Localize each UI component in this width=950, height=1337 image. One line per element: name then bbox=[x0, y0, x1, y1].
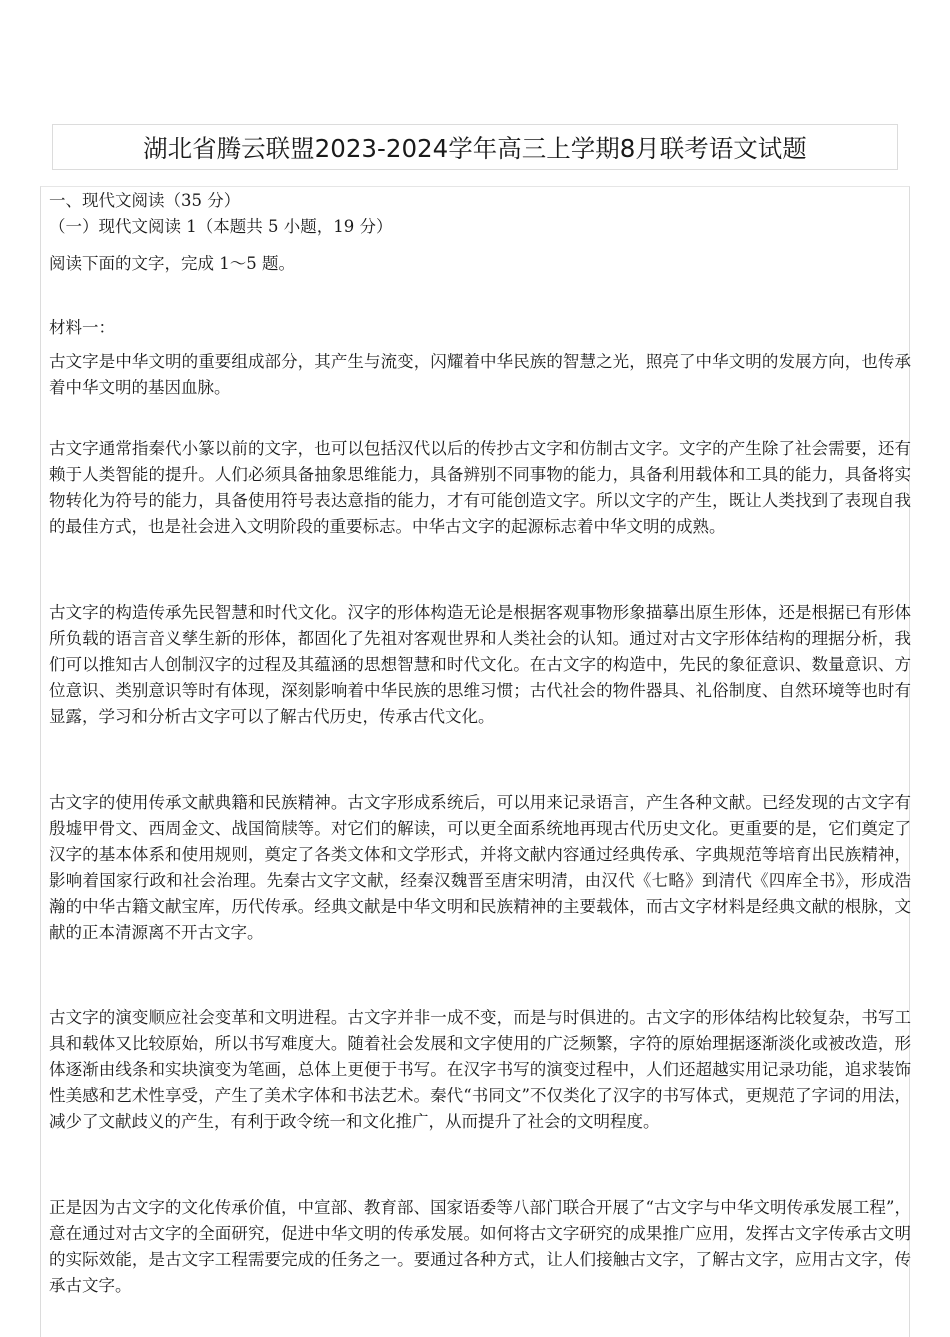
document-title: 湖北省腾云联盟2023-2024学年高三上学期8月联考语文试题 bbox=[143, 133, 807, 163]
paragraph-4: 古文字的使用传承文献典籍和民族精神。古文字形成系统后，可以用来记录语言，产生各种文献。已经发现的古文字有殷墟甲骨文、西周金文、战国简牍等。对它们的解读，可以更全面系统地再现古代历史文化。更重要的是，它们奠定了汉字的基本体系和使用规则，奠定了各类文体和文学形式，并将文献内容通过经典传承、字典规范等培育出民族精神，影响着国家行政和社会治理。先秦古文字文献，经秦汉魏晋至唐宋明清，由汉代《七略》到清代《四库全书》，形成浩瀚的中华古籍文献宝库，历代传承。经典文献是中华文明和民族精神的主要载体，而古文字材料是经典文献的根脉，文献的正本清源离不开古文字。 bbox=[49, 793, 911, 942]
paragraph-3: 古文字的构造传承先民智慧和时代文化。汉字的形体构造无论是根据客观事物形象描摹出原生形体，还是根据已有形体所负载的语言音义孳生新的形体，都固化了先祖对客观世界和人类社会的认知。通过对古文字形体结构的理据分析，我们可以推知古人创制汉字的过程及其蕴涵的思想智慧和时代文化。在古文字的构造中，先民的象征意识、数量意识、方位意识、类别意识等时有体现，深刻影响着中华民族的思维习惯；古代社会的物件器具、礼俗制度、自然环境等也时有显露，学习和分析古文字可以了解古代历史，传承古代文化。 bbox=[49, 603, 911, 726]
material-label: 材料一： bbox=[49, 318, 115, 337]
paragraph-6: 正是因为古文字的文化传承价值，中宣部、教育部、国家语委等八部门联合开展了“古文字与中华文明传承发展工程”，意在通过对古文字的全面研究，促进中华文明的传承发展。如何将古文字研究的成果推广应用，发挥古文字传承古文明的实际效能，是古文字工程需要完成的任务之一。要通过各种方式，让人们接触古文字，了解古文字，应用古文字，传承古文字。 bbox=[49, 1198, 911, 1295]
paragraph-2: 古文字通常指秦代小篆以前的文字，也可以包括汉代以后的传抄古文字和仿制古文字。文字的产生除了社会需要，还有赖于人类智能的提升。人们必须具备抽象思维能力，具备辨别不同事物的能力，具备利用载体和工具的能力，具备将实物转化为符号的能力，具备使用符号表达意指的能力，才有可能创造文字。所以文字的产生，既让人类找到了表现自我的最佳方式，也是社会进入文明阶段的重要标志。中华古文字的起源标志着中华文明的成熟。 bbox=[49, 439, 911, 536]
section-heading: 一、现代文阅读（35 分） bbox=[49, 191, 241, 210]
paragraph-5: 古文字的演变顺应社会变革和文明进程。古文字并非一成不变，而是与时俱进的。古文字的形体结构比较复杂，书写工具和载体又比较原始，所以书写难度大。随着社会发展和文字使用的广泛频繁，字符的原始理据逐渐淡化或被改造，形体逐渐由线条和实块演变为笔画，总体上更便于书写。在汉字书写的演变过程中，人们还超越实用记录功能，追求装饰性美感和艺术性享受，产生了美术字体和书法艺术。秦代“书同文”不仅类化了汉字的书写体式，更规范了字词的用法，减少了文献歧义的产生，有利于政令统一和文化推广，从而提升了社会的文明程度。 bbox=[49, 1008, 911, 1131]
subsection-heading: （一）现代文阅读 1（本题共 5 小题，19 分） bbox=[49, 217, 393, 236]
reading-instruction: 阅读下面的文字，完成 1～5 题。 bbox=[49, 254, 295, 273]
title-box bbox=[52, 124, 898, 170]
paragraph-1: 古文字是中华文明的重要组成部分，其产生与流变，闪耀着中华民族的智慧之光，照亮了中华文明的发展方向，也传承着中华文明的基因血脉。 bbox=[49, 352, 911, 397]
